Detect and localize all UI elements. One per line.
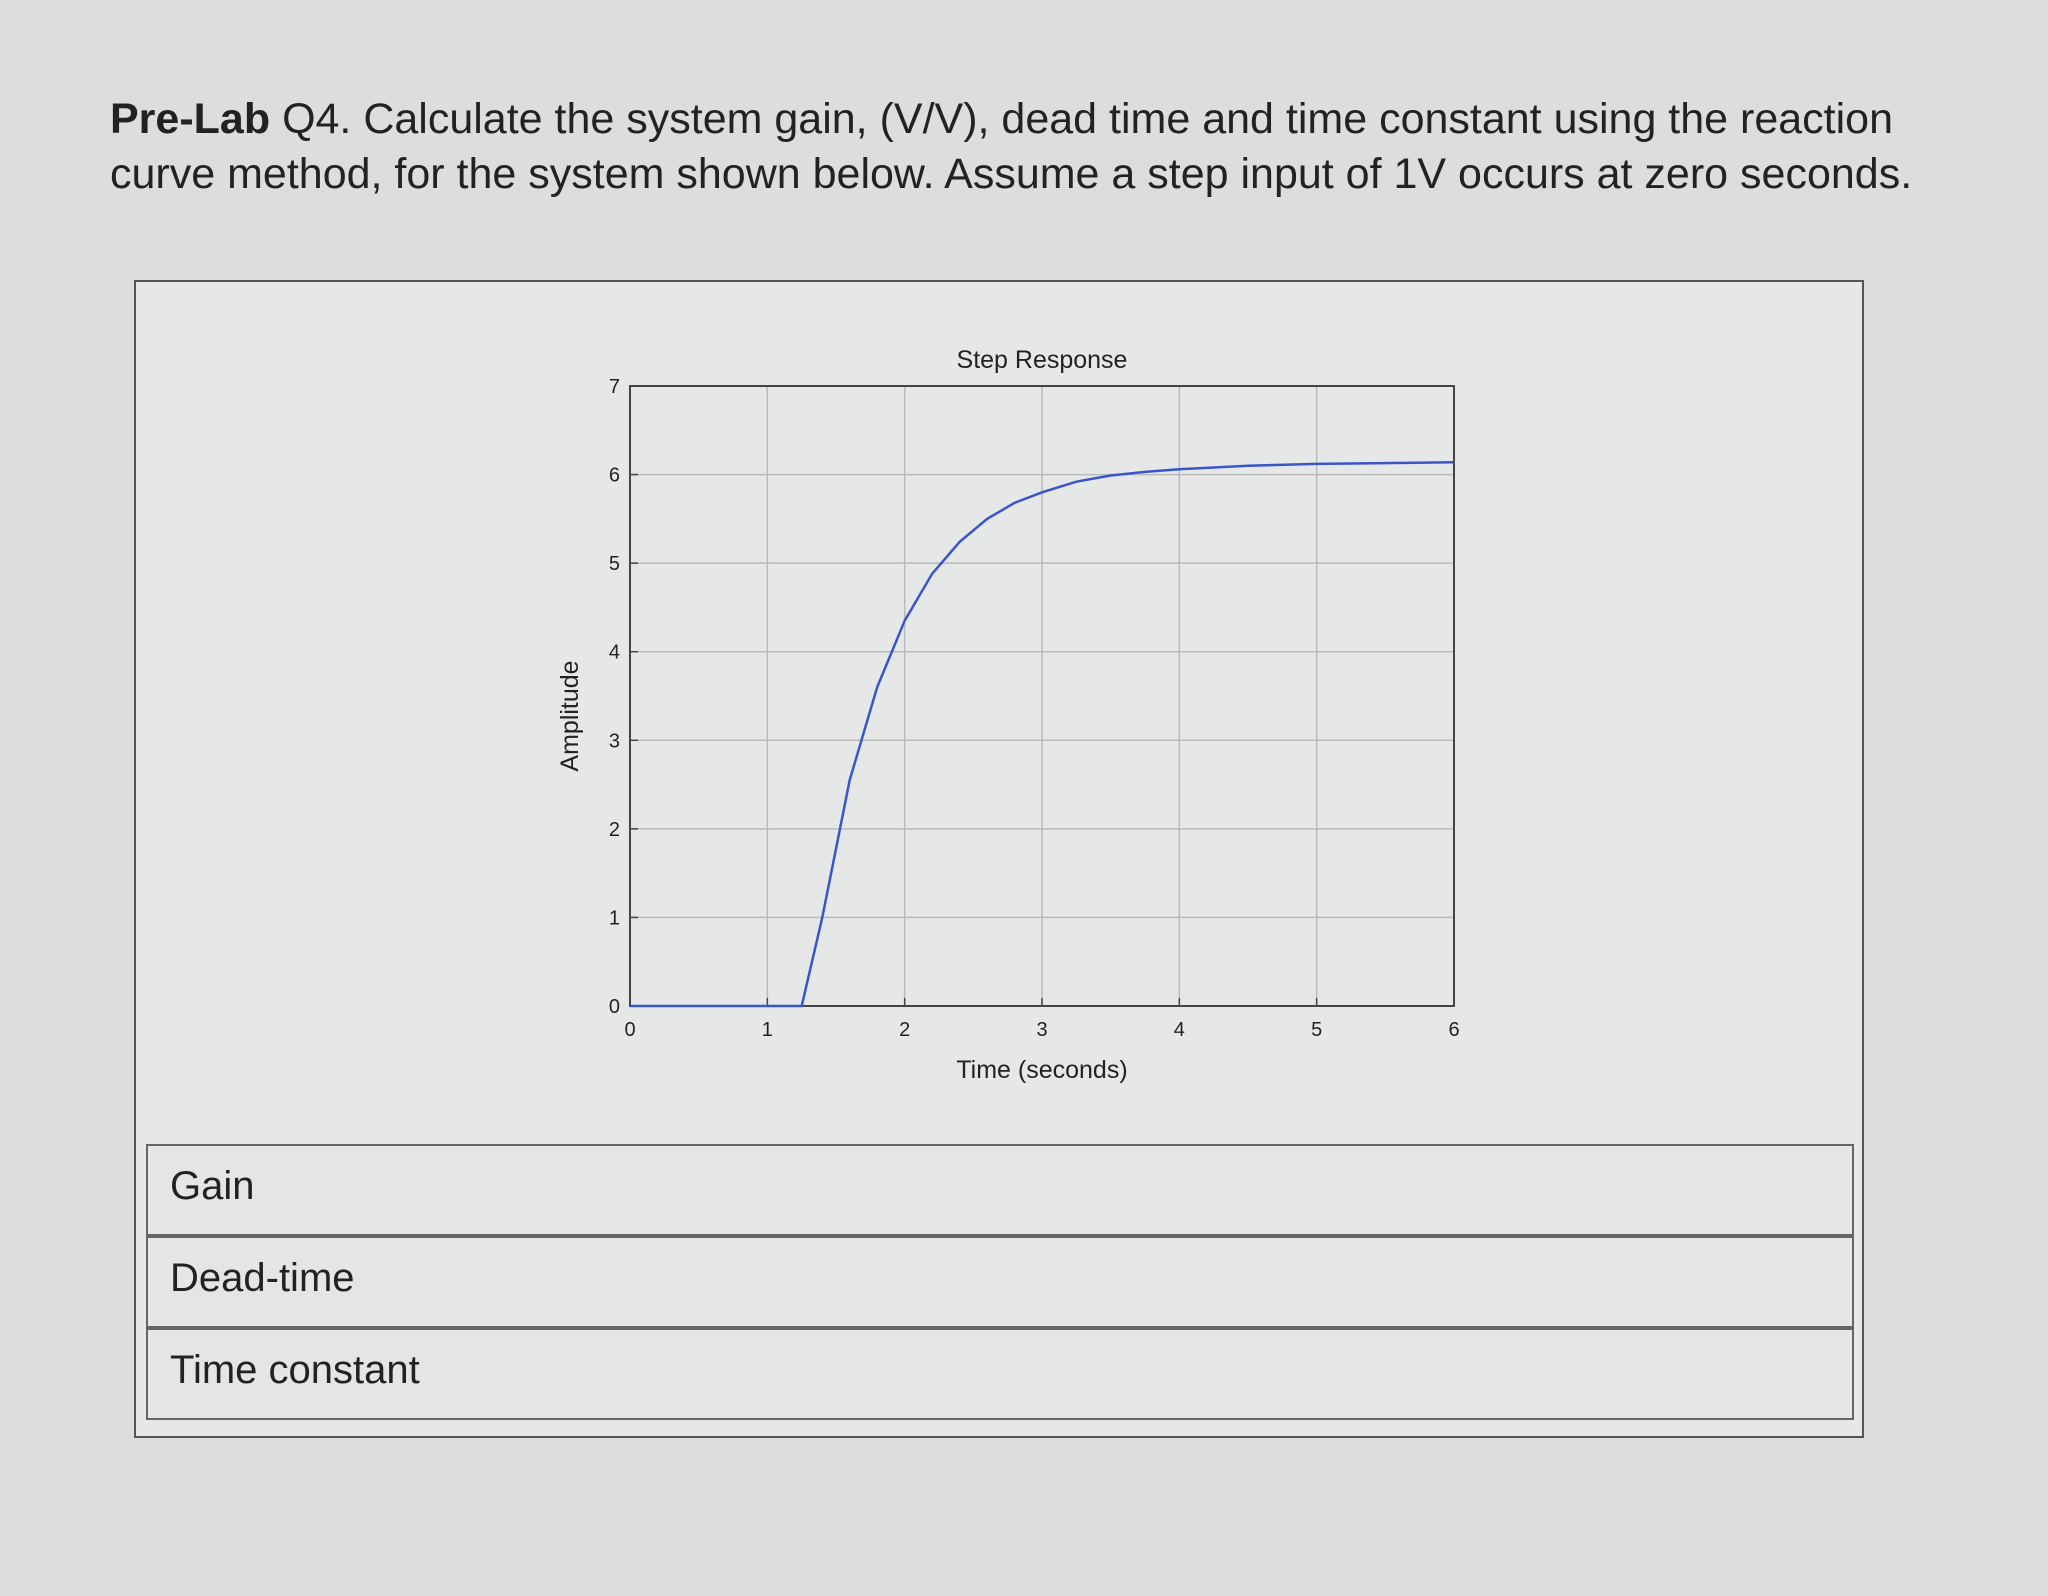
x-tick-label: 4 bbox=[1173, 1019, 1185, 1041]
y-axis-label: Amplitude bbox=[556, 660, 584, 772]
question-label: Pre-Lab bbox=[110, 95, 271, 143]
answer-label-dead-time: Dead-time bbox=[170, 1256, 355, 1300]
x-axis-label: Time (seconds) bbox=[956, 1056, 1128, 1084]
x-tick-label: 0 bbox=[624, 1019, 636, 1041]
answer-row-dead-time[interactable] bbox=[146, 1236, 1854, 1328]
answer-label-gain: Gain bbox=[170, 1164, 255, 1208]
y-tick-label: 4 bbox=[608, 641, 620, 664]
question-text bbox=[110, 92, 1960, 202]
x-tick-label: 6 bbox=[1448, 1019, 1460, 1041]
y-tick-label: 2 bbox=[608, 818, 620, 841]
answer-row-time-constant[interactable] bbox=[146, 1328, 1854, 1420]
y-tick-label: 3 bbox=[608, 730, 620, 753]
y-tick-label: 7 bbox=[608, 376, 620, 398]
y-tick-label: 5 bbox=[608, 553, 620, 576]
question-panel bbox=[134, 280, 1864, 1438]
chart-title: Step Response bbox=[956, 346, 1128, 374]
answer-row-gain[interactable] bbox=[146, 1144, 1854, 1236]
step-response-chart bbox=[136, 282, 1866, 1142]
question-body: Q4. Calculate the system gain, (V/V), dead time and time constant using the reaction curve method, for the system shown below. Assume a step input of 1V occurs at zero seconds. bbox=[110, 95, 1913, 198]
x-tick-label: 2 bbox=[899, 1019, 911, 1041]
y-tick-label: 0 bbox=[608, 996, 620, 1018]
y-tick-label: 1 bbox=[608, 907, 620, 930]
y-tick-label: 6 bbox=[608, 464, 620, 487]
x-tick-label: 5 bbox=[1311, 1019, 1323, 1041]
x-tick-label: 3 bbox=[1036, 1019, 1048, 1041]
grid bbox=[630, 386, 1454, 1006]
chart-area bbox=[136, 282, 1866, 1142]
ticks bbox=[609, 376, 1460, 1041]
x-tick-label: 1 bbox=[761, 1019, 773, 1041]
answer-label-time-constant: Time constant bbox=[170, 1348, 420, 1392]
